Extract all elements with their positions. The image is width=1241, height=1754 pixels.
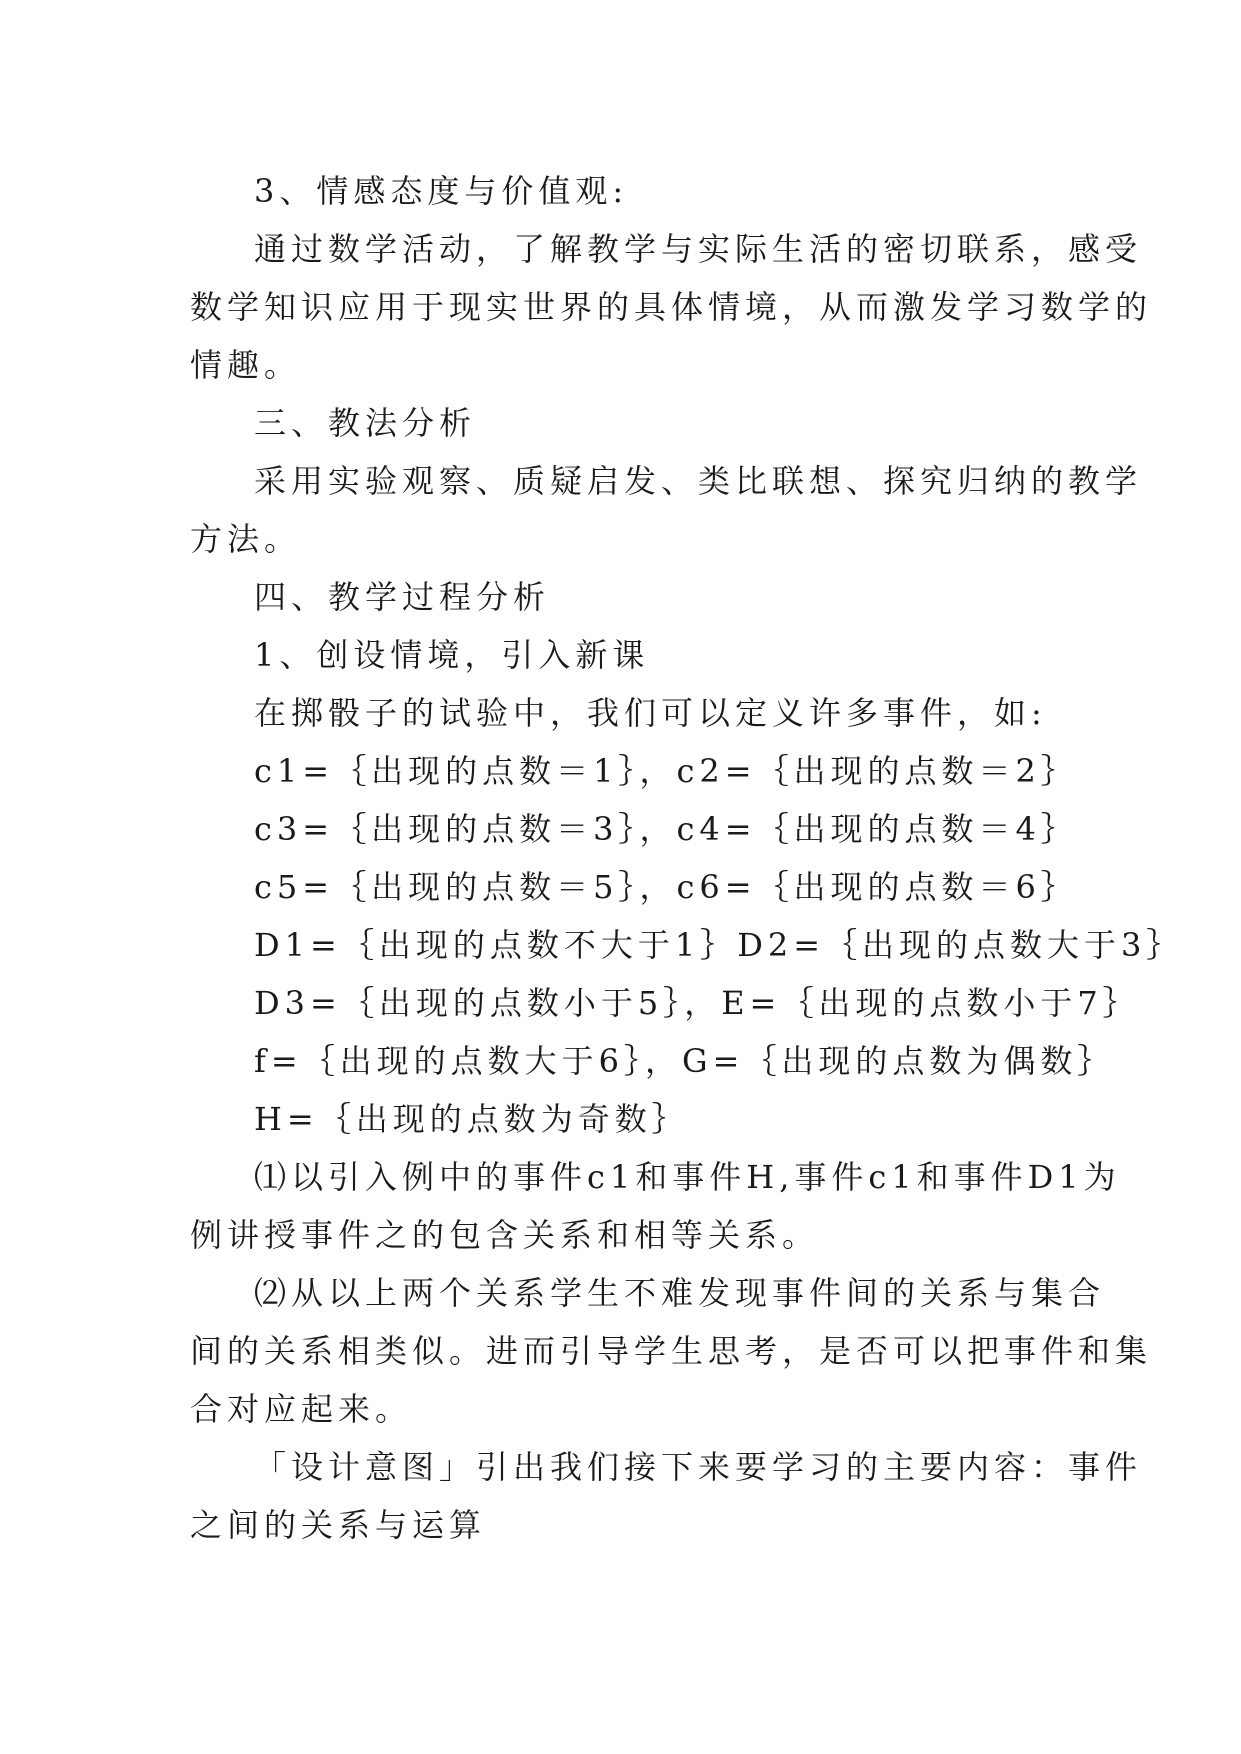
paragraph-line: 例讲授事件之的包含关系和相等关系。 (190, 1216, 820, 1254)
event-definition-line: c3=｛出现的点数＝3｝，c4=｛出现的点数＝4｝ (254, 810, 1078, 848)
document-body (190, 162, 1184, 1554)
paragraph-line: 方法。 (190, 520, 302, 558)
paragraph-line: 合对应起来。 (190, 1390, 413, 1428)
paragraph-line: ⑵从以上两个关系学生不难发现事件间的关系与集合 (254, 1274, 1106, 1312)
subheading-intro: 1、创设情境，引入新课 (254, 636, 650, 674)
event-definition-line: D1=｛出现的点数不大于1｝D2=｛出现的点数大于3｝ (254, 926, 1184, 964)
heading-teaching-process: 四、教学过程分析 (254, 578, 551, 616)
heading-affective-goals: 3、情感态度与价值观: (254, 172, 629, 210)
paragraph-line: ⑴以引入例中的事件c1和事件H,事件c1和事件D1为 (254, 1158, 1121, 1196)
heading-teaching-methods: 三、教法分析 (254, 404, 477, 442)
event-definition-line: c5=｛出现的点数＝5｝，c6=｛出现的点数＝6｝ (254, 868, 1078, 906)
paragraph-line: 采用实验观察、质疑启发、类比联想、探究归纳的教学 (254, 462, 1143, 500)
event-definition-line: H=｛出现的点数为奇数｝ (254, 1100, 689, 1138)
paragraph-line: 间的关系相类似。进而引导学生思考，是否可以把事件和集 (190, 1332, 1153, 1370)
event-definition-line: c1=｛出现的点数＝1｝，c2=｛出现的点数＝2｝ (254, 752, 1078, 790)
paragraph-line: 之间的关系与运算 (190, 1506, 487, 1544)
paragraph-line: 在掷骰子的试验中，我们可以定义许多事件，如: (254, 694, 1047, 732)
event-definition-line: f=｛出现的点数大于6｝，G=｛出现的点数为偶数｝ (254, 1042, 1115, 1080)
event-definition-line: D3=｛出现的点数小于5｝，E=｛出现的点数小于7｝ (254, 984, 1140, 1022)
paragraph-line: 数学知识应用于现实世界的具体情境，从而激发学习数学的 (190, 288, 1153, 326)
design-intent-line: 「设计意图」引出我们接下来要学习的主要内容：事件 (254, 1448, 1143, 1486)
paragraph-line: 情趣。 (190, 346, 302, 384)
paragraph-line: 通过数学活动，了解教学与实际生活的密切联系，感受 (254, 230, 1143, 268)
